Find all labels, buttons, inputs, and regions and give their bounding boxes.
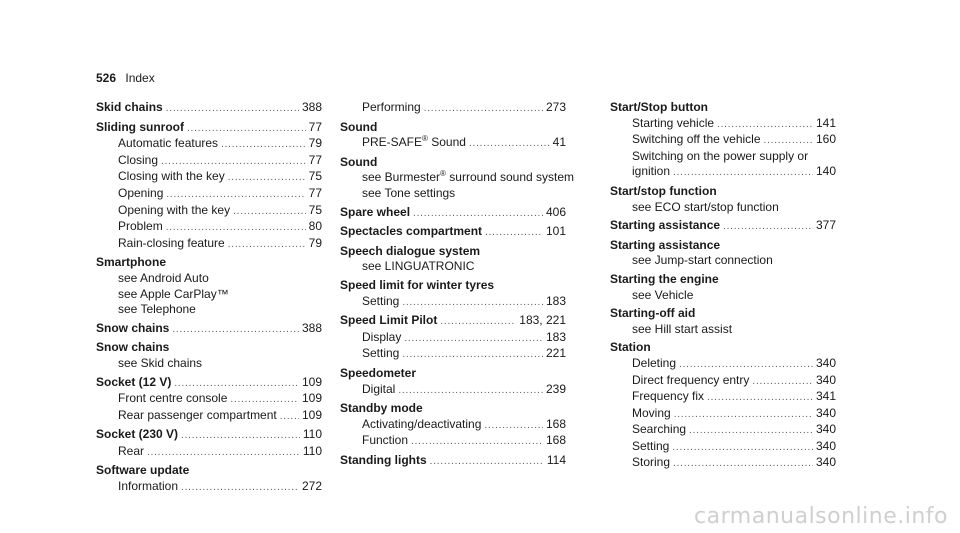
term-text: Rear — [118, 443, 145, 458]
term-text: Switching on the power supply or — [632, 148, 809, 163]
index-entry — [96, 375, 322, 425]
index-entry — [96, 255, 322, 317]
term-text: Setting — [362, 293, 400, 308]
leader-dots — [689, 423, 813, 439]
page-number: 526 — [96, 71, 117, 85]
index-subterm — [610, 439, 836, 456]
page-reference: 75 — [308, 169, 322, 184]
page-reference: 388 — [301, 320, 322, 335]
term-text: Display — [362, 329, 402, 344]
leader-dots — [398, 383, 543, 399]
index-term — [340, 313, 566, 330]
page-reference: 160 — [815, 132, 836, 147]
index-subterm — [610, 322, 836, 338]
index-subterm — [610, 373, 836, 390]
page-reference: 101 — [545, 224, 566, 239]
term-text: Speedometer — [340, 365, 417, 380]
leader-dots — [187, 121, 306, 137]
page-reference: 79 — [308, 235, 322, 250]
index-term — [340, 401, 566, 417]
index-term — [340, 224, 566, 241]
term-text: Automatic features — [118, 136, 219, 151]
index-term — [610, 100, 836, 116]
term-text: Starting vehicle — [632, 115, 715, 130]
index-subterm — [96, 169, 322, 186]
page-reference: 183 — [545, 329, 566, 344]
page-reference: 141 — [815, 115, 836, 130]
leader-dots — [402, 295, 543, 311]
index-term — [96, 340, 322, 356]
term-text: Start/Stop button — [610, 100, 708, 114]
leader-dots — [764, 133, 813, 149]
term-text: Performing — [362, 100, 421, 114]
term-text: Skid chains — [96, 100, 163, 114]
term-text: Sliding sunroof — [96, 119, 184, 134]
index-term — [340, 366, 566, 382]
index-term — [96, 321, 322, 338]
index-entry — [96, 427, 322, 460]
index-entry — [340, 100, 566, 117]
term-text: Rain-closing feature — [118, 235, 225, 250]
index-subterm — [340, 135, 566, 152]
leader-dots — [430, 454, 544, 470]
leader-dots — [228, 237, 306, 253]
leader-dots — [413, 206, 543, 222]
term-text: Starting assistance — [610, 237, 721, 252]
term-text: Deleting — [632, 355, 677, 370]
term-text: Opening with the key — [118, 202, 231, 217]
index-entry — [610, 340, 836, 472]
index-entry — [340, 224, 566, 241]
page-reference: 272 — [301, 479, 322, 494]
index-subterm — [610, 455, 836, 472]
index-term — [610, 272, 836, 288]
term-text: Closing with the key — [118, 169, 225, 184]
index-entry — [610, 100, 836, 181]
index-entry — [96, 100, 322, 117]
term-text: Speed Limit Pilot — [340, 313, 438, 328]
page-reference: 340 — [815, 455, 836, 470]
term-text: see Telephone — [118, 302, 196, 317]
term-text: Digital — [362, 381, 396, 396]
index-subterm — [96, 356, 322, 372]
index-subterm — [96, 219, 322, 236]
index-entry — [610, 238, 836, 269]
index-subterm — [340, 186, 566, 202]
page-reference: 114 — [546, 452, 566, 467]
page-reference: 109 — [301, 407, 322, 422]
index-entry — [340, 366, 566, 398]
term-text: Direct frequency entry — [632, 372, 750, 387]
index-term — [340, 205, 566, 222]
term-text: see Burmester® surround sound system — [362, 169, 574, 185]
index-subterm — [96, 287, 322, 303]
leader-dots — [707, 390, 813, 406]
index-subterm — [610, 253, 836, 269]
term-text: see Tone settings — [362, 185, 456, 200]
term-text: Standing lights — [340, 452, 427, 467]
term-text: see Vehicle — [632, 287, 694, 302]
page-header — [96, 70, 155, 86]
index-subterm — [610, 200, 836, 216]
page-reference: 340 — [815, 422, 836, 437]
leader-dots — [221, 137, 306, 153]
index-subterm — [96, 444, 322, 461]
index-entry — [340, 401, 566, 450]
leader-dots — [233, 204, 306, 220]
index-subterm — [610, 356, 836, 373]
leader-dots — [469, 136, 550, 152]
term-text: Switching off the vehicle — [632, 132, 761, 147]
index-subterm — [340, 100, 566, 117]
leader-dots — [166, 187, 305, 203]
term-text: Sound — [340, 154, 378, 169]
page-reference: 110 — [302, 443, 322, 458]
page-reference: 273 — [545, 100, 566, 114]
page-reference: 183 — [545, 293, 566, 308]
term-text: Standby mode — [340, 401, 423, 416]
index-subterm — [610, 149, 836, 165]
index-entry — [340, 313, 566, 363]
leader-dots — [411, 434, 543, 450]
index-entry — [96, 463, 322, 495]
leader-dots — [280, 409, 299, 425]
leader-dots — [485, 225, 543, 241]
index-column-3 — [610, 100, 836, 475]
page-reference: 79 — [308, 136, 322, 151]
term-text: Activating/deactivating — [362, 416, 482, 431]
index-term — [96, 120, 322, 137]
index-subterm — [96, 302, 322, 318]
index-subterm — [96, 203, 322, 220]
index-entry — [610, 218, 836, 235]
leader-dots — [166, 101, 299, 117]
term-text: Opening — [118, 185, 164, 200]
page-section-title: Index — [125, 71, 155, 85]
leader-dots — [147, 445, 300, 461]
page-reference: 183, 221 — [519, 313, 566, 328]
index-entry — [610, 184, 836, 215]
term-text: see Android Auto — [118, 270, 209, 285]
index-subterm — [340, 330, 566, 347]
index-subterm — [610, 116, 836, 133]
term-text: see Apple CarPlay™ — [118, 286, 229, 301]
leader-dots — [484, 418, 543, 434]
page-reference: 41 — [552, 135, 566, 150]
index-term — [96, 255, 322, 271]
index-entry — [340, 154, 574, 202]
page-reference: 340 — [815, 372, 836, 387]
index-term — [610, 238, 836, 254]
index-subterm — [340, 346, 566, 363]
term-text: Starting assistance — [610, 218, 721, 233]
index-term — [610, 340, 836, 356]
page-reference: 221 — [545, 346, 566, 361]
term-text: Front centre console — [118, 391, 228, 406]
term-text: Start/stop function — [610, 183, 717, 198]
index-subterm — [610, 422, 836, 439]
term-text: Information — [118, 479, 179, 494]
page-reference: 140 — [815, 164, 836, 179]
leader-dots — [174, 376, 299, 392]
term-text: PRE-SAFE® Sound — [362, 134, 466, 150]
index-term — [340, 278, 566, 294]
index-subterm — [340, 417, 566, 434]
index-subterm — [96, 391, 322, 408]
term-text: Software update — [96, 463, 190, 478]
page-reference: 110 — [302, 427, 322, 442]
index-subterm — [610, 389, 836, 406]
term-text: see Hill start assist — [632, 321, 733, 336]
page-reference: 168 — [545, 433, 566, 448]
term-text: Closing — [118, 152, 159, 167]
page-reference: 239 — [545, 381, 566, 396]
term-text: see Jump-start connection — [632, 253, 773, 268]
index-subterm — [96, 408, 322, 425]
page-reference: 77 — [308, 185, 322, 200]
term-text: Speed limit for winter tyres — [340, 277, 495, 292]
term-text: ignition — [632, 164, 671, 179]
term-text: Snow chains — [96, 320, 170, 335]
term-text: Snow chains — [96, 340, 170, 355]
index-subterm — [96, 479, 322, 496]
page-reference: 341 — [815, 389, 836, 404]
index-subterm — [340, 259, 566, 275]
index-subterm — [340, 294, 566, 311]
index-term — [610, 184, 836, 200]
leader-dots — [440, 314, 516, 330]
leader-dots — [672, 440, 813, 456]
index-entry — [340, 278, 566, 310]
index-term — [96, 100, 322, 117]
term-text: Function — [362, 433, 409, 448]
term-text: Sound — [340, 119, 378, 134]
index-subterm — [96, 186, 322, 203]
term-text: Smartphone — [96, 255, 167, 270]
page-reference: 406 — [545, 204, 566, 219]
index-entry — [96, 120, 322, 253]
leader-dots — [402, 347, 543, 363]
leader-dots — [679, 357, 813, 373]
index-term — [96, 375, 322, 392]
leader-dots — [161, 154, 306, 170]
index-entry — [340, 205, 566, 222]
index-term — [96, 463, 322, 479]
term-text: Starting the engine — [610, 271, 719, 286]
term-text: Spectacles compartment — [340, 224, 483, 239]
index-column-2 — [340, 100, 574, 472]
leader-dots — [717, 117, 813, 133]
index-term — [610, 218, 836, 235]
term-text: Socket (230 V) — [96, 427, 179, 442]
index-entry — [610, 306, 836, 337]
leader-dots — [674, 407, 813, 423]
leader-dots — [673, 165, 813, 181]
index-term — [96, 427, 322, 444]
index-entry — [610, 272, 836, 303]
term-text: Spare wheel — [340, 204, 411, 219]
index-subterm — [610, 164, 836, 181]
leader-dots — [424, 101, 543, 117]
index-term — [340, 453, 566, 470]
term-text: Problem — [118, 219, 163, 234]
leader-dots — [181, 480, 299, 496]
page-reference: 80 — [308, 219, 322, 234]
index-entry — [340, 120, 566, 152]
leader-dots — [172, 322, 299, 338]
page-reference: 340 — [815, 438, 836, 453]
index-column-1 — [96, 100, 322, 499]
leader-dots — [166, 220, 306, 236]
index-entry — [96, 321, 322, 338]
index-subterm — [96, 153, 322, 170]
leader-dots — [752, 374, 813, 390]
index-entry — [340, 453, 566, 470]
page-reference: 168 — [545, 416, 566, 431]
term-text: Searching — [632, 422, 687, 437]
term-text: Storing — [632, 455, 671, 470]
index-subterm — [96, 271, 322, 287]
term-text: see Skid chains — [118, 355, 203, 370]
term-text: Frequency fix — [632, 389, 705, 404]
index-entry — [340, 244, 566, 275]
term-text: see ECO start/stop function — [632, 199, 779, 214]
index-subterm — [96, 136, 322, 153]
leader-dots — [723, 219, 813, 235]
index-subterm — [610, 288, 836, 304]
page-reference: 75 — [308, 202, 322, 217]
term-text: Starting-off aid — [610, 306, 696, 321]
page-reference: 77 — [308, 152, 322, 167]
term-text: Setting — [362, 346, 400, 361]
page-reference: 77 — [308, 119, 322, 134]
leader-dots — [181, 428, 300, 444]
index-term — [340, 244, 566, 260]
index-subterm — [340, 382, 566, 399]
leader-dots — [673, 456, 813, 472]
page-reference: 340 — [815, 405, 836, 420]
term-text: Setting — [632, 438, 670, 453]
index-subterm — [96, 236, 322, 253]
index-term — [340, 155, 566, 171]
index-subterm — [340, 433, 566, 450]
term-text: Socket (12 V) — [96, 374, 172, 389]
leader-dots — [230, 392, 299, 408]
index-subterm — [610, 406, 836, 423]
page-reference: 340 — [815, 355, 836, 370]
term-text: Speech dialogue system — [340, 243, 481, 258]
index-term — [610, 306, 836, 322]
term-text: see LINGUATRONIC — [362, 259, 475, 274]
index-term — [340, 120, 566, 136]
watermark: carmanualsonline.info — [694, 504, 948, 529]
page-reference: 377 — [815, 218, 836, 233]
page-reference: 109 — [301, 374, 322, 389]
term-text: Moving — [632, 405, 671, 420]
index-subterm — [340, 169, 574, 186]
leader-dots — [228, 170, 306, 186]
leader-dots — [404, 331, 543, 347]
term-text: Rear passenger compartment — [118, 407, 277, 422]
index-entry — [96, 340, 322, 371]
page-reference: 109 — [301, 391, 322, 406]
page-reference: 388 — [301, 100, 322, 114]
index-subterm — [610, 132, 836, 149]
term-text: Station — [610, 340, 651, 355]
